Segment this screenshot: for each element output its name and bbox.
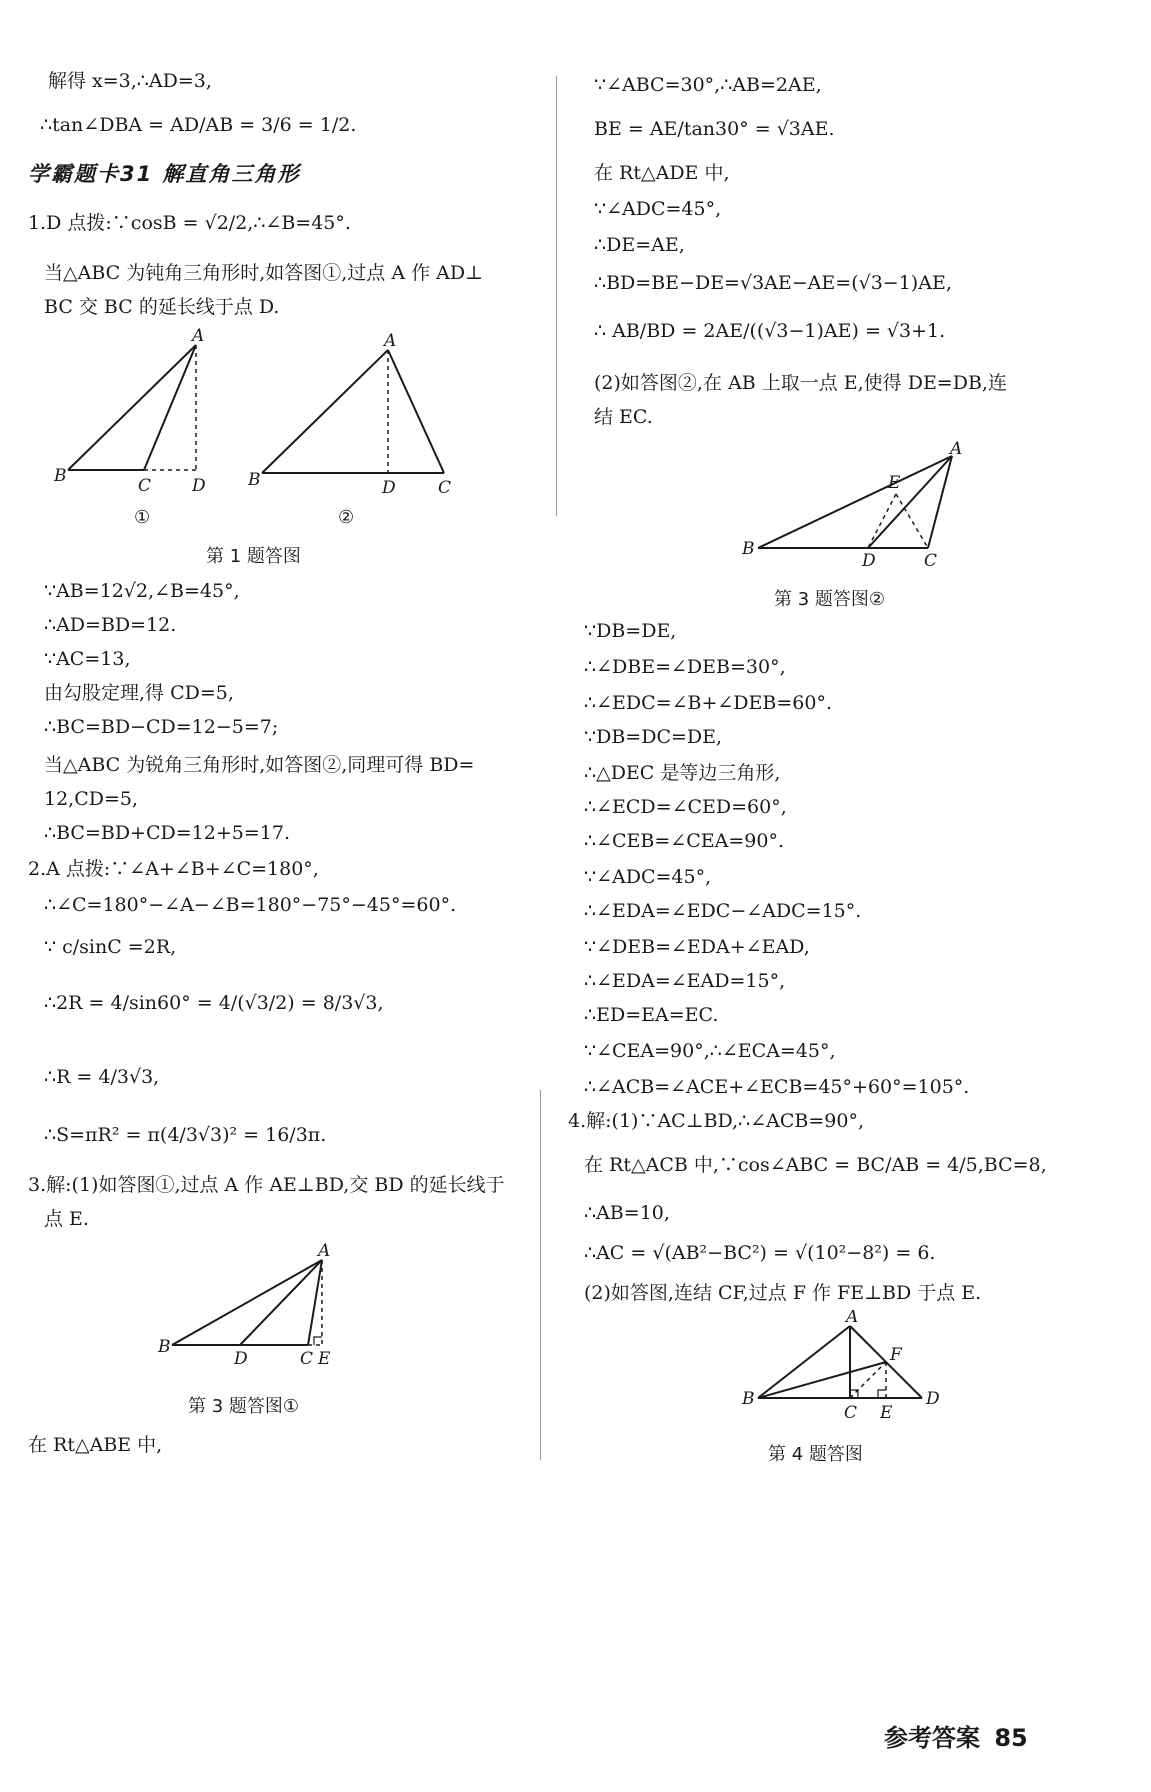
text-line: ∵DB=DE,	[584, 620, 677, 642]
text-line: ∴DE=AE,	[594, 234, 685, 256]
text-line: ∵AB=12√2,∠B=45°,	[44, 580, 240, 602]
text-line: (2)如答图②,在 AB 上取一点 E,使得 DE=DB,连	[594, 372, 1007, 394]
text-line: 12,CD=5,	[44, 788, 139, 810]
fig1-sub-label-1: ①	[134, 507, 151, 528]
page-number: 85	[994, 1724, 1028, 1752]
figure-caption: 第 1 题答图	[206, 546, 301, 567]
text-line: ∴∠C=180°−∠A−∠B=180°−75°−45°=60°.	[44, 894, 457, 916]
figure-caption: 第 3 题答图①	[188, 1396, 300, 1417]
text-line: ∴∠ECD=∠CED=60°,	[584, 796, 787, 818]
text-line: ∴BD=BE−DE=√3AE−AE=(√3−1)AE,	[594, 272, 952, 294]
fig3b-label-a: A	[950, 439, 963, 459]
footer-label: 参考答案	[884, 1724, 980, 1752]
fig3b-label-d: D	[862, 551, 876, 571]
section-title: 学霸题卡31 解直角三角形	[28, 162, 301, 186]
fig3a-label-e: E	[318, 1349, 331, 1369]
text-line: ∴∠EDC=∠B+∠DEB=60°.	[584, 692, 832, 714]
text-line: 结 EC.	[594, 406, 653, 428]
fig4-seg-ba	[758, 1326, 850, 1398]
page-footer	[884, 1718, 1028, 1753]
text-line: ∴2R = 4/sin60° = 4/(√3/2) = 8/3√3,	[44, 992, 384, 1014]
fig3b-seg-ec	[896, 494, 928, 548]
text-line: ∵ c/sinC =2R,	[44, 936, 177, 958]
text-line: ∴ AB/BD = 2AE/((√3−1)AE) = √3+1.	[594, 320, 946, 342]
fig4-seg-bf	[758, 1362, 886, 1398]
figure-4	[724, 1310, 984, 1430]
text-line: 当△ABC 为锐角三角形时,如答图②,同理可得 BD=	[44, 754, 475, 776]
text-line: 由勾股定理,得 CD=5,	[44, 682, 234, 704]
text-line: ∴ED=EA=EC.	[584, 1004, 719, 1026]
text-line: ∴BC=BD+CD=12+5=17.	[44, 822, 290, 844]
text-line: (2)如答图,连结 CF,过点 F 作 FE⊥BD 于点 E.	[584, 1282, 982, 1304]
text-line: 在 Rt△ADE 中,	[594, 162, 730, 184]
text-line: 在 Rt△ACB 中,∵cos∠ABC = BC/AB = 4/5,BC=8,	[584, 1154, 1047, 1176]
text-line: 4.解:(1)∵AC⊥BD,∴∠ACB=90°,	[568, 1110, 864, 1132]
fig3a-label-d: D	[234, 1349, 248, 1369]
fig1b-label-b: B	[248, 470, 261, 490]
fig3a-label-a: A	[318, 1241, 331, 1261]
figure-caption: 第 4 题答图	[768, 1444, 863, 1465]
fig1-label-b: B	[54, 466, 67, 486]
figure-1	[48, 325, 488, 530]
text-line: ∴∠EDA=∠EAD=15°,	[584, 970, 786, 992]
fig4-label-d: D	[926, 1389, 940, 1409]
text-line: 在 Rt△ABE 中,	[28, 1434, 163, 1456]
fig4-label-e: E	[880, 1403, 893, 1423]
fig4-label-b: B	[742, 1389, 755, 1409]
text-line: BC 交 BC 的延长线于点 D.	[44, 296, 280, 318]
text-line: ∵AC=13,	[44, 648, 131, 670]
text-line: ∴∠DBE=∠DEB=30°,	[584, 656, 786, 678]
text-line: 2.A 点拨:∵∠A+∠B+∠C=180°,	[28, 858, 319, 880]
fig4-label-a: A	[846, 1310, 859, 1327]
text-line: ∵∠DEB=∠EDA+∠EAD,	[584, 936, 810, 958]
fig1b-label-a: A	[384, 331, 397, 351]
fig1b-seg-ac	[388, 350, 444, 473]
fig3b-label-b: B	[742, 539, 755, 559]
fig3b-seg-ba	[758, 456, 952, 548]
text-line: ∵∠ABC=30°,∴AB=2AE,	[594, 74, 822, 96]
text-line: BE = AE/tan30° = √3AE.	[594, 118, 835, 140]
text-line: ∴AB=10,	[584, 1202, 670, 1224]
text-line: ∵∠ADC=45°,	[584, 866, 712, 888]
text-line: ∴tan∠DBA = AD/AB = 3/6 = 1/2.	[40, 114, 357, 136]
text-line: ∴BC=BD−CD=12−5=7;	[44, 716, 279, 738]
text-line: 当△ABC 为钝角三角形时,如答图①,过点 A 作 AD⊥	[44, 262, 483, 284]
text-line: ∴AC = √(AB²−BC²) = √(10²−8²) = 6.	[584, 1242, 936, 1264]
fig1-sub-label-2: ②	[338, 507, 355, 528]
text-line: 解得 x=3,∴AD=3,	[48, 70, 212, 92]
fig1-label-c: C	[138, 476, 152, 496]
text-line: ∴∠ACB=∠ACE+∠ECB=45°+60°=105°.	[584, 1076, 970, 1098]
column-divider	[556, 76, 557, 516]
text-line: ∴R = 4/3√3,	[44, 1066, 160, 1088]
fig3a-label-c: C	[300, 1349, 314, 1369]
text-line: 点 E.	[44, 1208, 89, 1230]
fig3b-label-e: E	[888, 473, 901, 493]
fig3a-label-b: B	[158, 1337, 171, 1357]
text-line: ∴S=πR² = π(4/3√3)² = 16/3π.	[44, 1124, 327, 1146]
fig1b-label-c: C	[438, 478, 452, 498]
fig1-label-d: D	[192, 476, 206, 496]
column-divider	[540, 1090, 541, 1460]
fig3b-label-c: C	[924, 551, 938, 571]
text-line: ∵∠ADC=45°,	[594, 198, 722, 220]
fig3a-seg-ba	[172, 1260, 322, 1345]
text-line: ∵DB=DC=DE,	[584, 726, 723, 748]
fig1b-label-d: D	[382, 478, 396, 498]
text-line: ∵∠CEA=90°,∴∠ECA=45°,	[584, 1040, 836, 1062]
text-line: 3.解:(1)如答图①,过点 A 作 AE⊥BD,交 BD 的延长线于	[28, 1174, 505, 1196]
text-line: 1.D 点拨:∵cosB = √2/2,∴∠B=45°.	[28, 212, 351, 234]
text-line: ∴∠CEB=∠CEA=90°.	[584, 830, 784, 852]
figure-caption: 第 3 题答图②	[774, 589, 886, 610]
figure-3-1	[158, 1240, 378, 1375]
fig1-seg-ac	[144, 345, 196, 470]
figure-3-2	[734, 438, 984, 573]
fig3a-right-angle	[314, 1337, 322, 1345]
fig1-seg-ba	[68, 345, 196, 470]
fig4-label-c: C	[844, 1403, 858, 1423]
text-line: ∴△DEC 是等边三角形,	[584, 762, 781, 784]
text-line: ∴∠EDA=∠EDC−∠ADC=15°.	[584, 900, 862, 922]
fig1b-seg-ba	[262, 350, 388, 473]
fig4-label-f: F	[890, 1345, 902, 1365]
fig4-right-angle-e	[878, 1390, 886, 1398]
text-line: ∴AD=BD=12.	[44, 614, 177, 636]
fig1-label-a: A	[192, 326, 205, 346]
